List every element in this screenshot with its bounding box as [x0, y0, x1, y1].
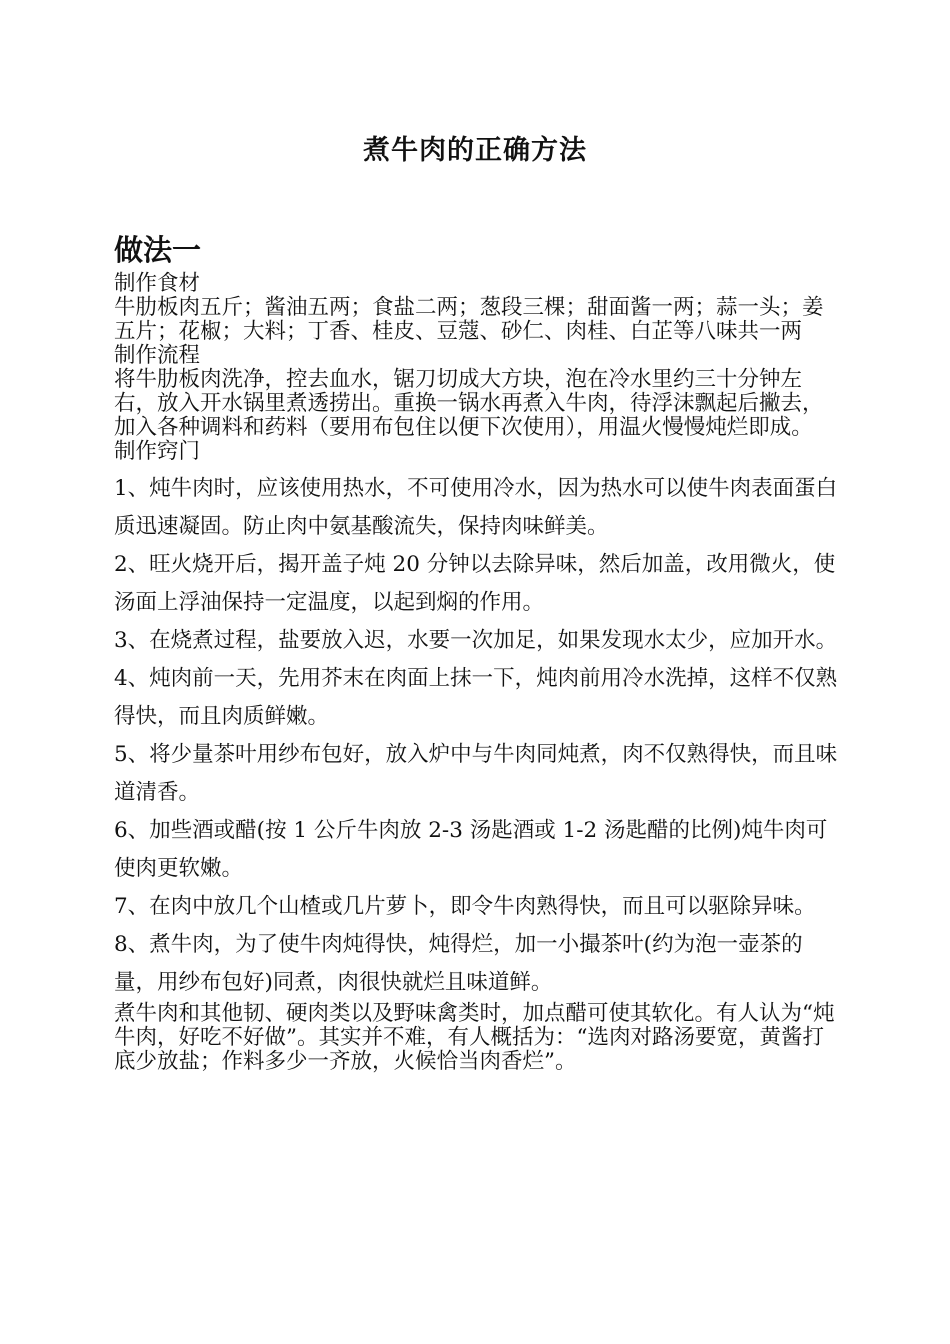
document-body	[114, 228, 842, 1074]
tip-item: 5、将少量茶叶用纱布包好，放入炉中与牛肉同炖煮，肉不仅熟得快，而且味道清香。	[114, 742, 838, 805]
ingredients-label: 制作食材	[114, 271, 201, 296]
section-heading: 做法一	[114, 233, 202, 267]
tip-item: 4、炖肉前一天，先用芥末在肉面上抹一下，炖肉前用冷水洗掉，这样不仅熟得快，而且肉质鲜嫩。	[114, 666, 838, 729]
tips-list	[114, 470, 842, 1002]
page-title: 煮牛肉的正确方法	[363, 135, 587, 166]
closing-paragraph: 煮牛肉和其他韧、硬肉类以及野味禽类时，加点醋可使其软化。有人认为“炖牛肉，好吃不好做”。其实并不难，有人概括为：“选肉对路汤要宽，黄酱打底少放盐；作料多少一齐放，火候恰当肉香烂”。	[114, 1001, 835, 1074]
tip-item: 6、加些酒或醋(按 1 公斤牛肉放 2-3 汤匙酒或 1-2 汤匙醋的比例)炖牛肉可使肉更软嫩。	[114, 818, 828, 881]
tip-item: 7、在肉中放几个山楂或几片萝卜，即令牛肉熟得快，而且可以驱除异味。	[114, 894, 816, 919]
tip-item: 1、炖牛肉时，应该使用热水，不可使用冷水，因为热水可以使牛肉表面蛋白质迅速凝固。防止肉中氨基酸流失，保持肉味鲜美。	[114, 476, 838, 539]
ingredients-text: 牛肋板肉五斤；酱油五两；食盐二两；葱段三棵；甜面酱一两；蒜一头；姜五片；花椒；大料；丁香、桂皮、豆蔻、砂仁、肉桂、白芷等八味共一两	[114, 295, 824, 344]
process-text: 将牛肋板肉洗净，控去血水，锯刀切成大方块，泡在冷水里约三十分钟左右，放入开水锅里煮透捞出。重换一锅水再煮入牛肉，待浮沫飘起后撇去，加入各种调料和药料（要用布包住以便下次使用），用温火慢慢炖烂即成。	[114, 367, 824, 440]
process-label: 制作流程	[114, 343, 201, 368]
tips-label: 制作窍门	[114, 439, 201, 464]
tip-item: 2、旺火烧开后，揭开盖子炖 20 分钟以去除异味，然后加盖，改用微火，使汤面上浮油保持一定温度，以起到焖的作用。	[114, 552, 836, 615]
tip-item: 3、在烧煮过程，盐要放入迟，水要一次加足，如果发现水太少，应加开水。	[114, 628, 838, 653]
tip-item: 8、煮牛肉，为了使牛肉炖得快，炖得烂，加一小撮茶叶(约为泡一壶茶的量，用纱布包好)同煮，肉很快就烂且味道鲜。	[114, 932, 803, 995]
